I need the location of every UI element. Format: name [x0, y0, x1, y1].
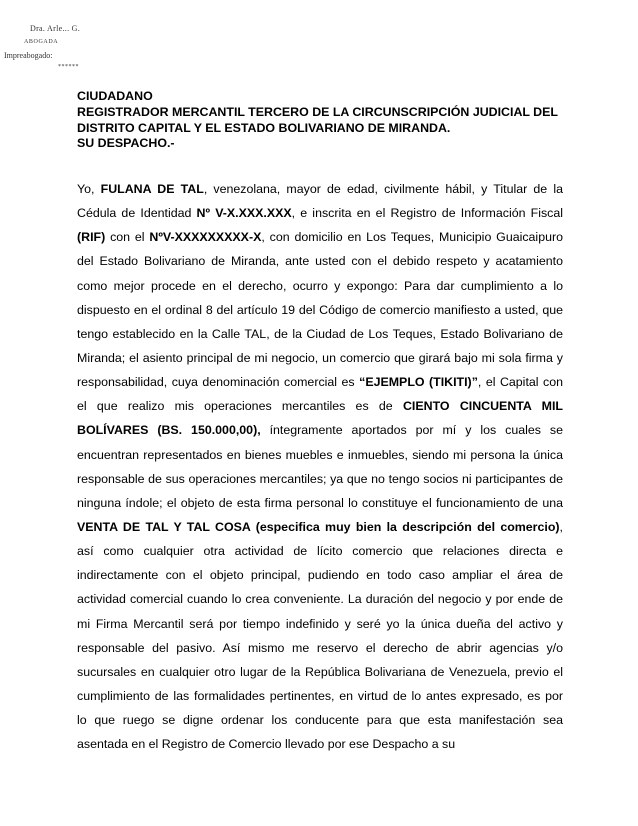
body-line [77, 201, 563, 225]
body-line [77, 394, 563, 418]
body-line: actividad comercial cuando lo crea conveniente. La duración del negocio y por ende de [77, 592, 563, 607]
body-line: responsable de sus operaciones mercantiles; ya que no tengo socios ni participantes de [77, 471, 563, 486]
text-segment: con el [105, 230, 150, 245]
text-segment: , e inscrita en el Registro de Información Fiscal [291, 206, 564, 221]
bold-segment: NºV-XXXXXXXXX-X [149, 230, 262, 245]
body-line: encuentran representados en bienes muebles e inmuebles, siendo mi persona la única [77, 447, 563, 462]
letter-body [77, 177, 563, 756]
body-line: tengo establecido en la Calle TAL, de la Ciudad de Los Teques, Estado Bolivariano de [77, 326, 563, 341]
bold-segment: (RIF) [77, 230, 106, 245]
lawyer-name: Dra. Arle... G. [30, 24, 81, 33]
body-line: responsable del pasivo. Así mismo me reservo el derecho de abrir agencias y/o [77, 640, 563, 655]
body-line: ninguna índole; el objeto de esta firma personal lo constituye el funcionamiento de una [77, 495, 563, 510]
bold-segment: FULANA DE TAL [100, 182, 204, 196]
text-segment: Cédula de Identidad [77, 206, 197, 221]
text-segment: íntegramente aportados por mí y los cuales se [260, 423, 563, 438]
body-line: Miranda; el asiento principal de mi negocio, un comercio que girará bajo mi sola firma y [77, 350, 563, 365]
bold-segment: “EJEMPLO (TIKITI)” [359, 375, 478, 390]
recipient-line: DISTRITO CAPITAL Y EL ESTADO BOLIVARIANO DE MIRANDA. [77, 120, 451, 135]
body-line: así como cualquier otra actividad de lícito comercio que relaciones directa e [77, 544, 563, 559]
recipient-line: REGISTRADOR MERCANTIL TERCERO DE LA CIRCUNSCRIPCIÓN JUDICIAL DEL [77, 104, 558, 119]
bold-segment: Nº V-X.XXX.XXX [196, 206, 292, 221]
impreabogado-number: ****** [58, 64, 79, 70]
recipient-line: SU DESPACHO.- [77, 136, 175, 151]
lawyer-title: ABOGADA [24, 39, 59, 45]
body-line [77, 225, 563, 249]
bold-segment: VENTA DE TAL Y TAL COSA (especifica muy bien la descripción del comercio) [77, 519, 560, 534]
body-line: asentada en el Registro de Comercio llevado por ese Despacho a su [77, 737, 456, 752]
text-segment: , el Capital con [477, 375, 563, 390]
bold-segment: BOLÍVARES (BS. 150.000,00), [77, 423, 261, 438]
text-segment: Yo, [77, 182, 101, 196]
body-line: del Estado Bolivariano de Miranda, ante usted con el debido respeto y acatamiento [77, 254, 563, 269]
body-line [77, 515, 563, 539]
body-line [77, 418, 563, 442]
recipient-line: CIUDADANO [77, 89, 153, 103]
body-line [77, 177, 563, 201]
impreabogado-label: Impreabogado: [4, 51, 53, 60]
body-line: lo que ruego se digne ordenar los conducente para que esta manifestación sea [77, 713, 563, 728]
text-segment: , [559, 519, 563, 534]
recipient-block [77, 89, 567, 152]
text-segment: , con domicilio en Los Teques, Municipio Guaicaipuro [261, 230, 563, 245]
body-line [77, 370, 563, 394]
text-segment: el que realizo mis operaciones mercantiles es de [77, 399, 403, 414]
body-line: como mejor procede en el derecho, ocurro y expongo: Para dar cumplimiento a lo [77, 278, 563, 293]
body-line: sucursales en cualquier otro lugar de la República Bolivariana de Venezuela, previo el [77, 664, 563, 679]
text-segment: , venezolana, mayor de edad, civilmente hábil, y Titular de la [203, 182, 563, 196]
body-line: cumplimiento de las formalidades pertinentes, en virtud de lo antes expresado, es por [77, 688, 563, 703]
bold-segment: CIENTO CINCUENTA MIL [402, 399, 564, 414]
body-line: indirectamente con el objeto principal, pudiendo en todo caso ampliar el área de [77, 568, 563, 583]
text-segment: responsabilidad, cuya denominación comercial es [77, 375, 360, 390]
letterhead [0, 24, 120, 70]
body-line: mi Firma Mercantil será por tiempo indefinido y seré yo la única dueña del activo y [77, 616, 563, 631]
body-line: dispuesto en el ordinal 8 del artículo 19 del Código de comercio manifiesto a usted, que [77, 302, 563, 317]
